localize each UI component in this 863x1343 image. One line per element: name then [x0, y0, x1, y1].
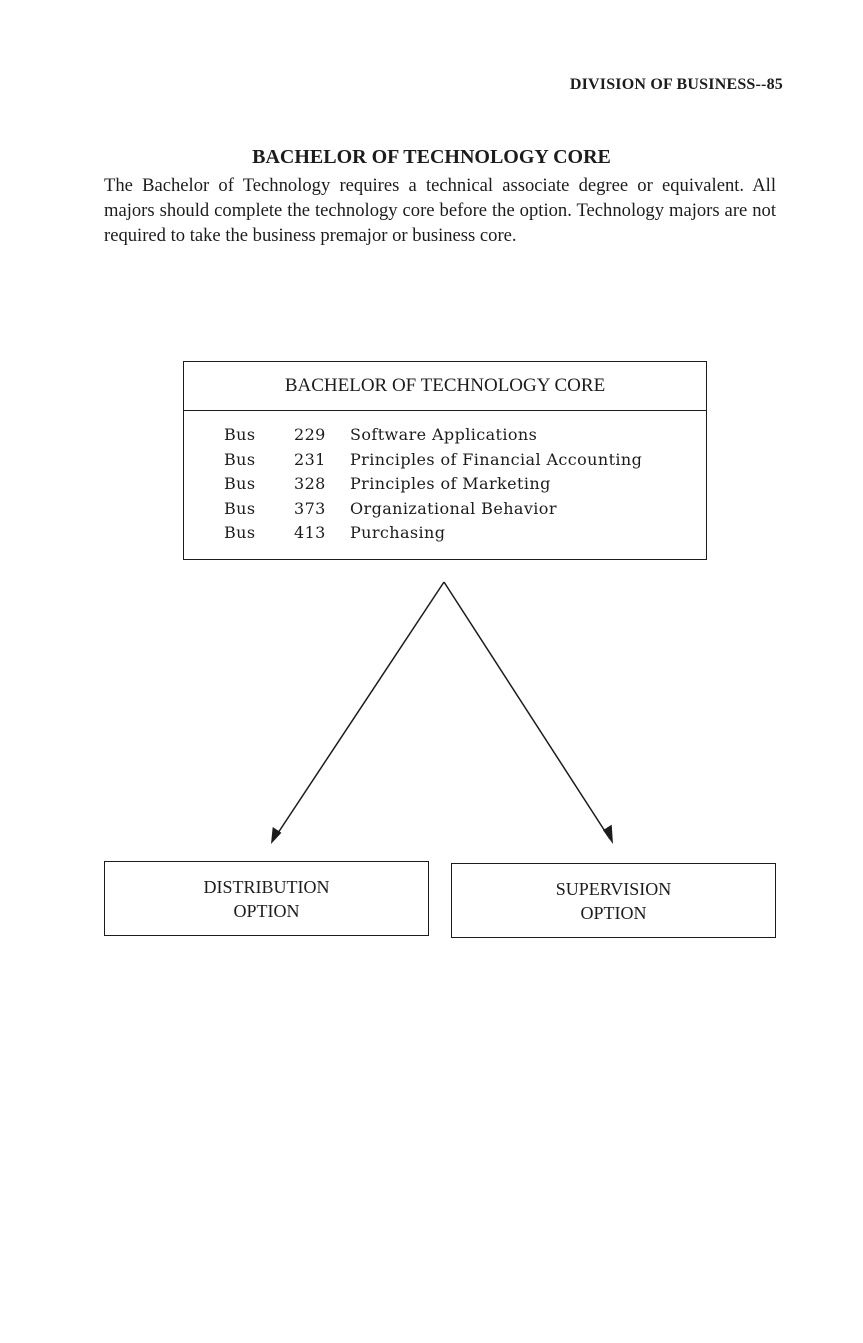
running-head: DIVISION OF BUSINESS--85: [569, 76, 783, 93]
arrow-head-left: [271, 827, 281, 844]
course-name: Software Applications: [350, 425, 538, 444]
technology-core-box: [183, 361, 707, 560]
distribution-option-line1: DISTRIBUTION: [203, 876, 330, 897]
course-row: [224, 423, 706, 448]
course-dept: Bus: [224, 523, 256, 542]
supervision-option-line1: SUPERVISION: [555, 878, 672, 899]
supervision-option-box: [451, 863, 776, 938]
course-number: 229: [294, 425, 326, 444]
course-dept: Bus: [224, 449, 256, 469]
course-row: [224, 472, 706, 497]
course-name: Organizational Behavior: [350, 498, 557, 518]
course-name: Principles of Financial Accounting: [350, 449, 643, 469]
course-row: [224, 521, 706, 546]
supervision-option-line2: OPTION: [580, 902, 647, 923]
course-number: 413: [294, 523, 326, 542]
core-box-title: BACHELOR OF TECHNOLOGY CORE: [184, 362, 706, 411]
arrow-head-right: [603, 825, 613, 844]
course-name: Principles of Marketing: [350, 474, 551, 493]
course-number: 373: [294, 498, 326, 518]
course-name: Purchasing: [350, 523, 446, 542]
course-list: [184, 411, 706, 546]
section-title: BACHELOR OF TECHNOLOGY CORE: [252, 146, 611, 168]
distribution-option-box: [104, 861, 429, 936]
course-row: [224, 497, 706, 522]
arrow-line-right: [444, 582, 610, 839]
course-number: 328: [294, 474, 326, 493]
distribution-option-line2: OPTION: [233, 900, 300, 921]
course-row: [224, 448, 706, 473]
course-dept: Bus: [224, 498, 256, 518]
course-number: 231: [294, 449, 326, 469]
intro-paragraph: The Bachelor of Technology requires a technical associate degree or equivalent. All majors should complete the technology core before the option. Technology majors are not required to take the business premajor or business core.: [104, 175, 776, 246]
arrow-line-left: [274, 582, 444, 839]
course-dept: Bus: [224, 425, 256, 444]
course-dept: Bus: [224, 474, 256, 493]
